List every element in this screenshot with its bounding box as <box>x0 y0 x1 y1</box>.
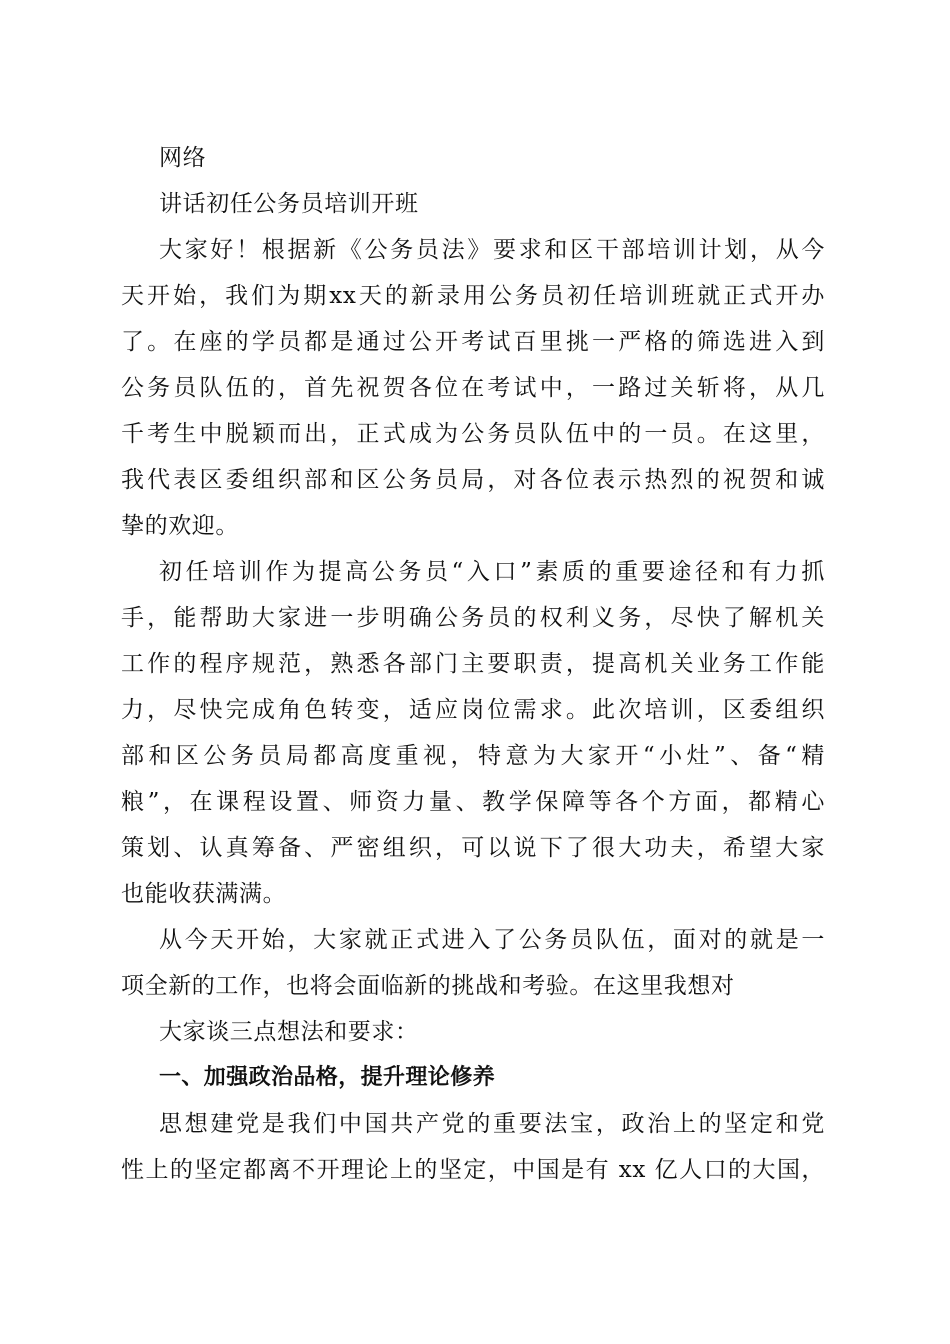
paragraph-2-line-1: 初任培训作为提高公务员“入口”素质的重要途径和有力抓 <box>159 559 825 585</box>
paragraph-1-line-4: 公务员队伍的，首先祝贺各位在考试中，一路过关斩将，从几 <box>121 375 825 401</box>
paragraph-5-line-1: 思想建党是我们中国共产党的重要法宝，政治上的坚定和党 <box>159 1111 825 1137</box>
paragraph-2-line-4: 力，尽快完成角色转变，适应岗位需求。此次培训，区委组织 <box>121 697 825 723</box>
section-heading-1: 一、加强政治品格，提升理论修养 <box>159 1065 496 1090</box>
paragraph-2-line-7: 策划、认真筹备、严密组织，可以说下了很大功夫，希望大家 <box>121 835 825 861</box>
paragraph-2-line-3: 工作的程序规范，熟悉各部门主要职责，提高机关业务工作能 <box>121 651 825 677</box>
paragraph-2-line-8: 也能收获满满。 <box>121 881 287 907</box>
paragraph-1-line-6: 我代表区委组织部和区公务员局，对各位表示热烈的祝贺和诚 <box>121 467 825 493</box>
paragraph-3-line-2: 项全新的工作，也将会面临新的挑战和考验。在这里我想对 <box>121 973 735 999</box>
paragraph-1-line-5: 千考生中脱颖而出，正式成为公务员队伍中的一员。在这里， <box>121 421 825 447</box>
header-line-network: 网络 <box>159 145 207 171</box>
paragraph-1-line-3: 了。在座的学员都是通过公开考试百里挑一严格的筛选进入到 <box>121 329 825 355</box>
paragraph-3-line-1: 从今天开始，大家就正式进入了公务员队伍，面对的就是一 <box>159 927 825 953</box>
paragraph-2-line-6: 粮”，在课程设置、师资力量、教学保障等各个方面，都精心 <box>121 789 825 815</box>
document-body <box>121 135 825 1193</box>
paragraph-2-line-2: 手，能帮助大家进一步明确公务员的权利义务，尽快了解机关 <box>121 605 825 631</box>
paragraph-2-line-5: 部和区公务员局都高度重视，特意为大家开“小灶”、备“精 <box>121 743 825 769</box>
speech-title: 讲话初任公务员培训开班 <box>159 191 419 217</box>
paragraph-1-line-1: 大家好！根据新《公务员法》要求和区干部培训计划，从今 <box>159 237 825 263</box>
paragraph-1-line-2: 天开始，我们为期xx天的新录用公务员初任培训班就正式开办 <box>121 283 825 309</box>
paragraph-4: 大家谈三点想法和要求： <box>159 1019 419 1045</box>
paragraph-5-line-2: 性上的坚定都离不开理论上的坚定，中国是有 xx 亿人口的大国， <box>121 1157 825 1183</box>
paragraph-1-line-7: 挚的欢迎。 <box>121 513 239 539</box>
